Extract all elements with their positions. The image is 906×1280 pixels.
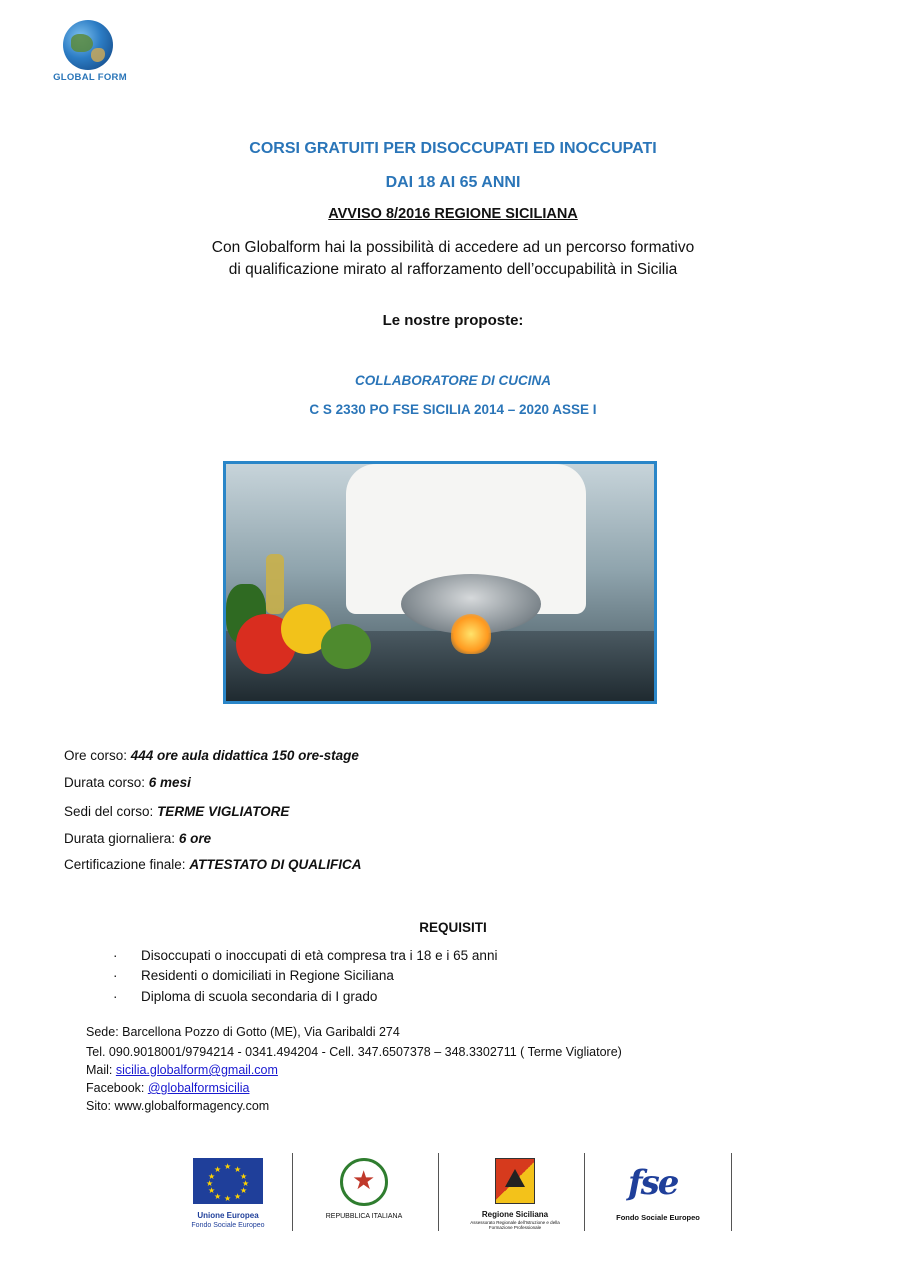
- fse-caption: Fondo Sociale Europeo: [616, 1213, 700, 1222]
- facebook-link[interactable]: @globalformsicilia: [147, 1081, 250, 1095]
- list-item-text: Residenti o domiciliati in Regione Siciliana: [141, 968, 394, 983]
- regione-siciliana-icon: [495, 1158, 535, 1204]
- list-item-text: Disoccupati o inoccupati di età compresa tra i 18 e i 65 anni: [141, 948, 498, 963]
- course-title: COLLABORATORE DI CUCINA: [355, 373, 551, 388]
- brand-name: GLOBAL FORM: [53, 72, 127, 83]
- italia-caption: REPUBBLICA ITALIANA: [325, 1213, 403, 1220]
- list-item: · Residenti o domiciliati in Regione Siciliana: [113, 968, 394, 983]
- detail-sedi: [64, 804, 289, 819]
- detail-label: Durata corso:: [64, 775, 149, 790]
- eu-caption-2: Fondo Sociale Europeo: [191, 1222, 265, 1229]
- avviso-title: [0, 206, 906, 222]
- headline: CORSI GRATUITI PER DISOCCUPATI ED INOCCUPATI: [249, 140, 657, 157]
- detail-label: Durata giornaliera:: [64, 831, 179, 846]
- facebook-label: Facebook:: [86, 1081, 148, 1095]
- mail-label: Mail:: [86, 1063, 116, 1077]
- detail-value: 6 ore: [178, 831, 212, 846]
- detail-durata: [64, 775, 191, 790]
- italian-emblem-icon: ★: [340, 1158, 388, 1206]
- list-item: · Diploma di scuola secondaria di I grado: [113, 989, 378, 1004]
- detail-label: Certificazione finale:: [64, 857, 190, 872]
- detail-value: ATTESTATO DI QUALIFICA: [189, 857, 362, 872]
- contact-sede: Sede: Barcellona Pozzo di Gotto (ME), Via Garibaldi 274: [86, 1025, 400, 1039]
- sicilia-caption-1: Regione Siciliana: [481, 1210, 549, 1219]
- intro-line-2: di qualificazione mirato al rafforzamento dell’occupabilità in Sicilia: [228, 261, 678, 278]
- intro-paragraph: [0, 237, 906, 281]
- mail-link[interactable]: sicilia.globalform@gmail.com: [115, 1063, 278, 1077]
- contact-tel: Tel. 090.9018001/9794214 - 0341.494204 - Cell. 347.6507378 – 348.3302711 ( Terme Vigliatore): [86, 1045, 622, 1059]
- list-item-text: Diploma di scuola secondaria di I grado: [141, 989, 378, 1004]
- contact-sito: Sito: www.globalformagency.com: [86, 1099, 270, 1113]
- contact-facebook: [86, 1081, 249, 1095]
- detail-certificazione: [64, 857, 362, 872]
- divider: [731, 1153, 732, 1231]
- detail-label: Sedi del corso:: [64, 804, 158, 819]
- detail-value: 444 ore aula didattica 150 ore-stage: [130, 748, 359, 763]
- eu-caption-1: Unione Europea: [197, 1211, 259, 1220]
- list-item: · Disoccupati o inoccupati di età compresa tra i 18 e i 65 anni: [113, 948, 498, 963]
- avviso-text: AVVISO 8/2016 REGIONE SICILIANA: [328, 206, 578, 222]
- contact-mail: [86, 1063, 278, 1077]
- detail-ore: [64, 748, 359, 763]
- course-code: C S 2330 PO FSE SICILIA 2014 – 2020 ASSE I: [309, 402, 597, 417]
- detail-label: Ore corso:: [64, 748, 131, 763]
- intro-line-1: Con Globalform hai la possibilità di accedere ad un percorso formativo: [211, 239, 695, 256]
- detail-value: 6 mesi: [148, 775, 191, 790]
- proposte-heading: Le nostre proposte:: [382, 312, 524, 329]
- divider: [292, 1153, 293, 1231]
- globalform-globe-logo: [63, 20, 113, 70]
- divider: [438, 1153, 439, 1231]
- divider: [584, 1153, 585, 1231]
- age-range: DAI 18 AI 65 ANNI: [385, 174, 521, 191]
- detail-value: TERME VIGLIATORE: [157, 804, 290, 819]
- chef-kitchen-photo: [223, 461, 657, 704]
- eu-flag-icon: ★ ★ ★ ★ ★ ★ ★ ★ ★ ★ ★ ★: [193, 1158, 263, 1204]
- fse-logo: fse: [628, 1163, 678, 1203]
- sicilia-caption-2: Assessorato Regionale dell'Istruzione e della Formazione Professionale: [470, 1220, 560, 1230]
- requisiti-heading: REQUISITI: [419, 920, 487, 935]
- detail-giornaliera: [64, 831, 211, 846]
